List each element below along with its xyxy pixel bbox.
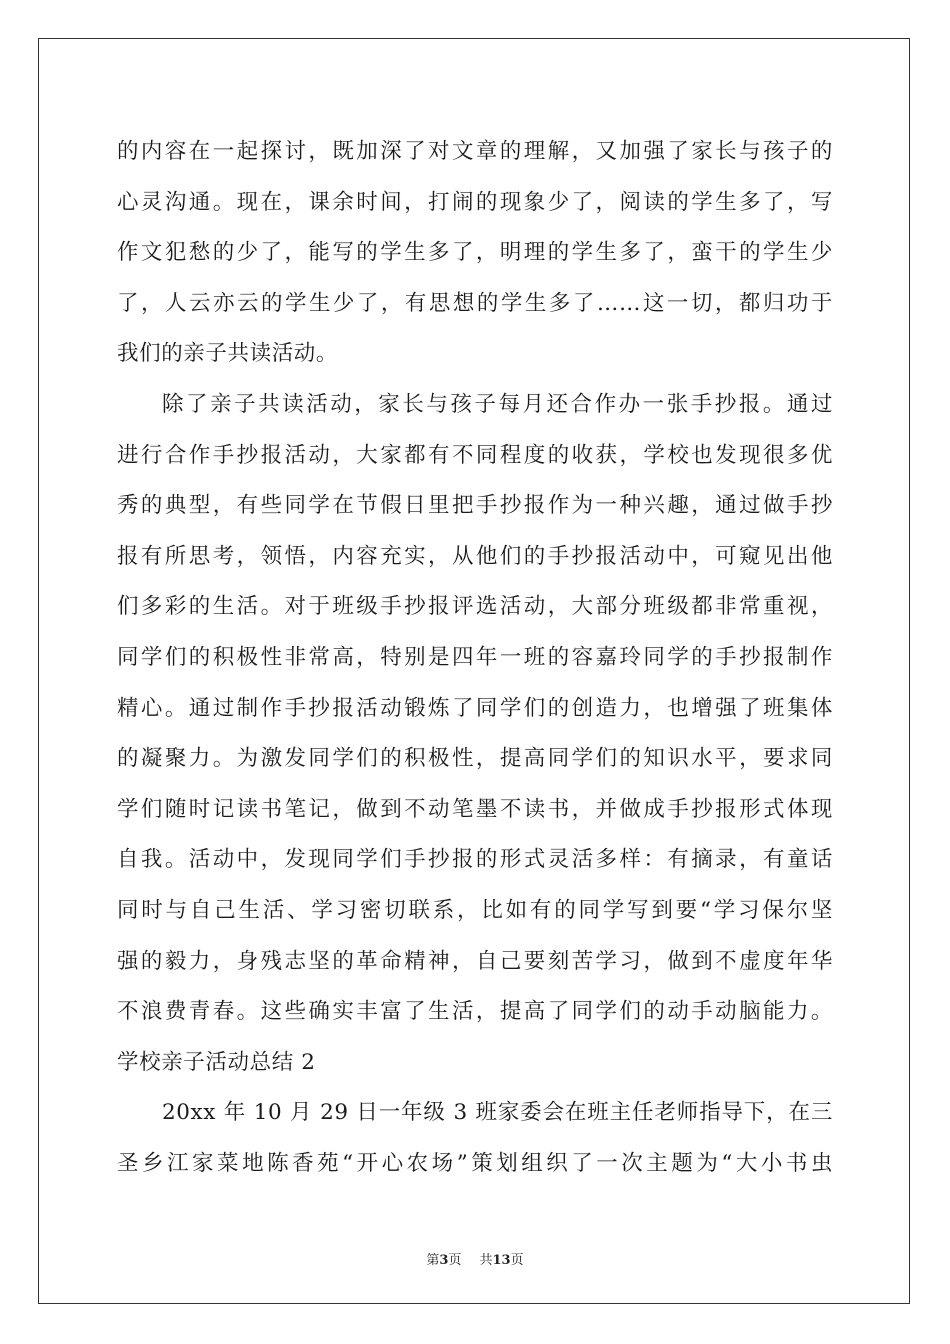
footer-total-prefix: 共 — [479, 1253, 493, 1268]
footer-total-pages: 13 — [492, 1253, 511, 1268]
text-line: 了，人云亦云的学生少了，有思想的学生多了……这一切，都归功于 — [117, 290, 833, 316]
footer-page-suffix: 页 — [448, 1253, 462, 1268]
text-line: 同时与自己生活、学习密切联系，比如有的同学写到要“学习保尔坚 — [117, 897, 833, 923]
text-line: 的内容在一起探讨，既加深了对文章的理解，又加强了家长与孩子的 — [117, 139, 833, 164]
footer-total-suffix: 页 — [510, 1253, 524, 1268]
text-line: 进行合作手抄报活动，大家都有不同程度的收获，学校也发现很多优 — [117, 442, 833, 468]
text-line: 圣乡江家菜地陈香苑“开心农场”策划组织了一次主题为“大小书虫 — [117, 1150, 833, 1176]
footer-prefix: 第 — [426, 1253, 440, 1268]
footer-page-number: 3 — [439, 1253, 449, 1268]
document-body — [117, 127, 833, 1189]
text-line: 们多彩的生活。对于班级手抄报评选活动，大部分班级都非常重视， — [117, 594, 833, 620]
text-line: 秀的典型，有些同学在节假日里把手抄报作为一种兴趣，通过做手抄 — [117, 493, 833, 519]
text-line: 不浪费青春。这些确实丰富了生活，提高了同学们的动手动脑能力。 — [117, 999, 833, 1025]
text-line: 精心。通过制作手抄报活动锻炼了同学们的创造力，也增强了班集体 — [117, 695, 833, 721]
text-line: 的凝聚力。为激发同学们的积极性，提高同学们的知识水平，要求同 — [117, 746, 833, 772]
text-line: 学们随时记读书笔记，做到不动笔墨不读书，并做成手抄报形式体现 — [117, 796, 833, 822]
page-footer — [0, 1249, 950, 1268]
text-line: 作文犯愁的少了，能写的学生多了，明理的学生多了，蛮干的学生少 — [117, 240, 833, 266]
text-line: 同学们的积极性非常高，特别是四年一班的容嘉玲同学的手抄报制作 — [117, 644, 833, 670]
text-line: 心灵沟通。现在，课余时间，打闹的现象少了，阅读的学生多了，写 — [117, 189, 833, 215]
text-line: 学校亲子活动总结 2 — [117, 1049, 316, 1075]
text-line: 我们的亲子共读活动。 — [117, 341, 339, 367]
text-line: 自我。活动中，发现同学们手抄报的形式灵活多样：有摘录，有童话 — [117, 847, 833, 873]
text-line: 报有所思考，领悟，内容充实，从他们的手抄报活动中，可窥见出他 — [117, 543, 833, 569]
text-line: 除了亲子共读活动，家长与孩子每月还合作办一张手抄报。通过 — [162, 391, 833, 417]
text-line: 20xx 年 10 月 29 日一年级 3 班家委会在班主任老师指导下，在三 — [162, 1100, 833, 1126]
text-line: 强的毅力，身残志坚的革命精神，自己要刻苦学习，做到不虚度年华 — [117, 948, 833, 974]
